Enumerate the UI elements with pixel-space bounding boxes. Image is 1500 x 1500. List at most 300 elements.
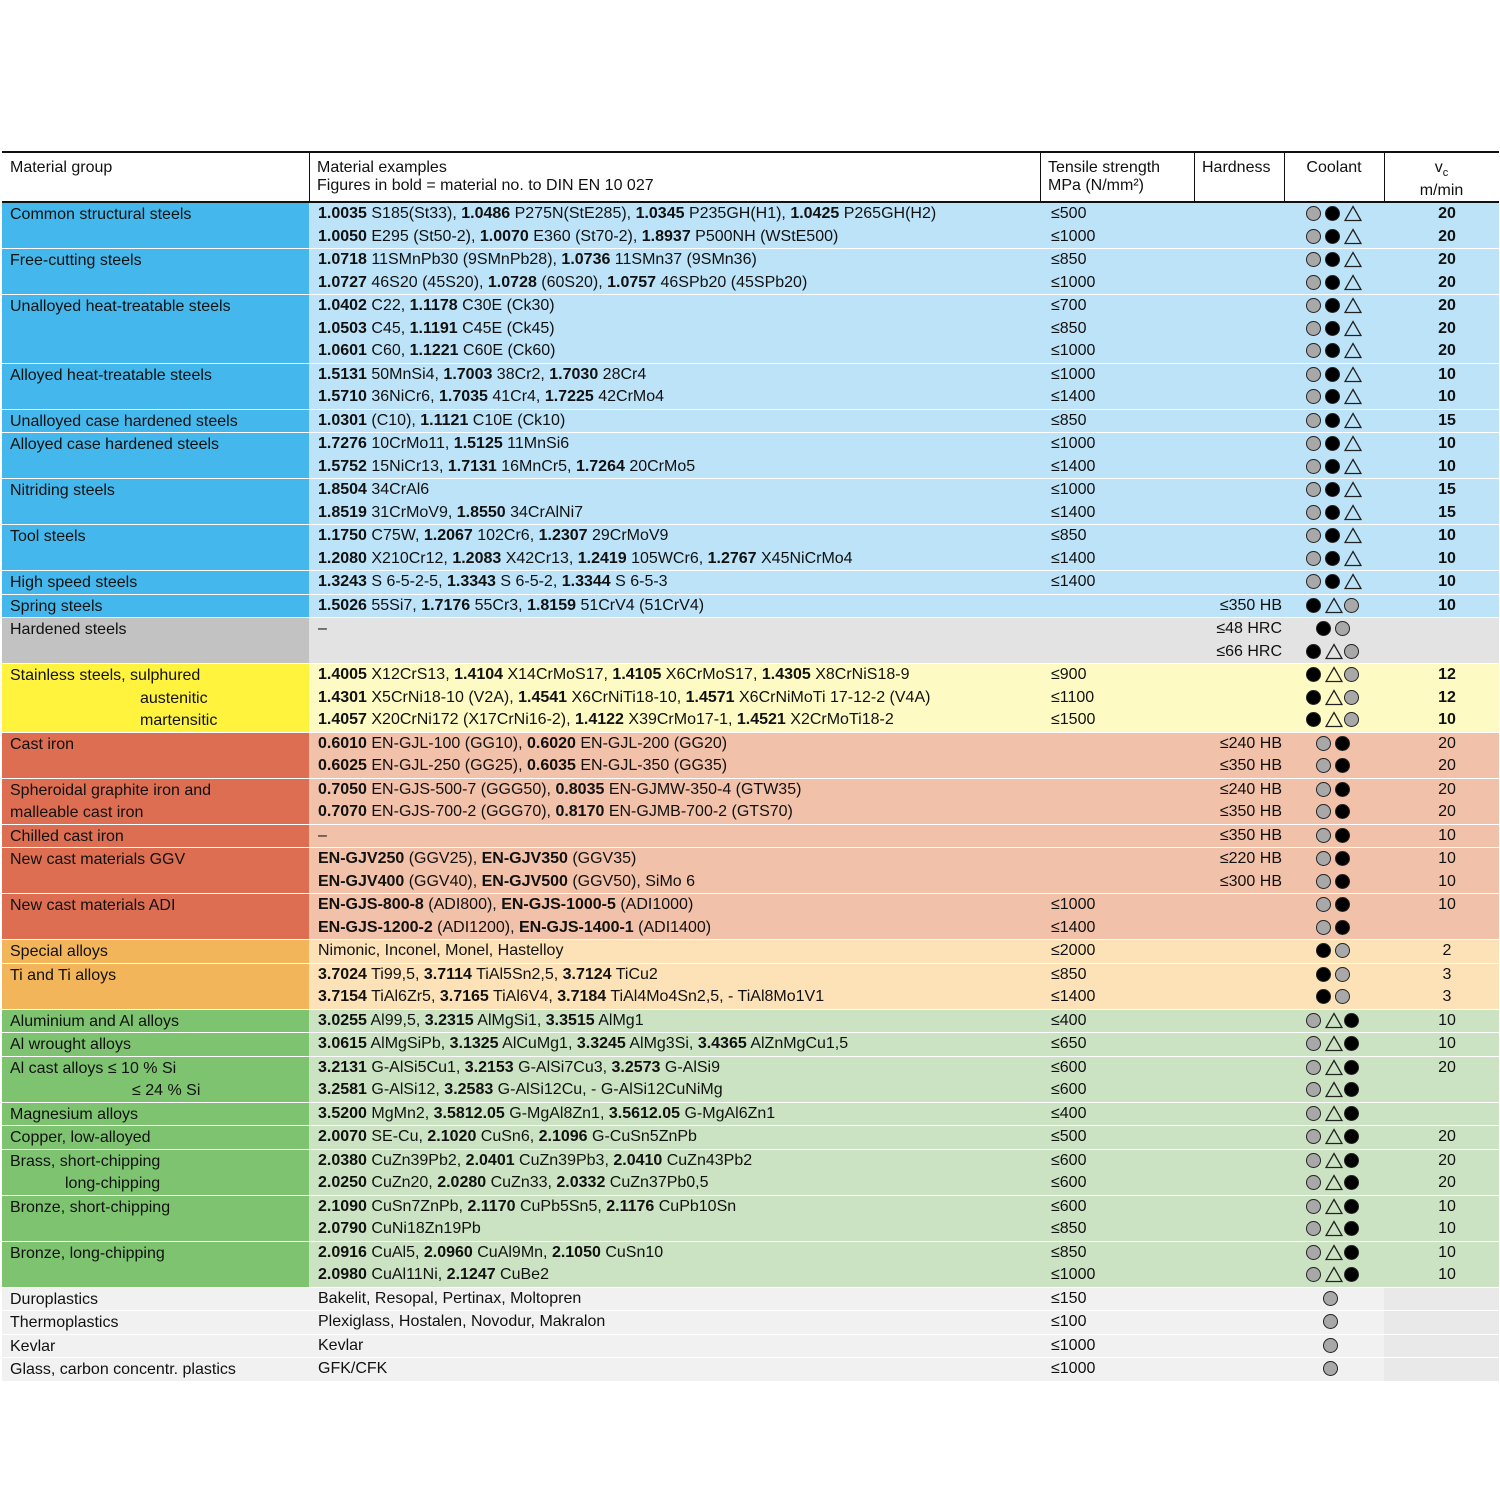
cutting-speed: 20	[1438, 205, 1456, 222]
tensile-strength: ≤1400	[1051, 503, 1096, 521]
material-name: E295 (St50-2),	[366, 227, 480, 245]
table-row	[309, 249, 1499, 272]
hardness: ≤240 HB	[1219, 780, 1282, 798]
grey-circle-icon	[1306, 1013, 1321, 1028]
group-rows	[309, 779, 1499, 824]
material-number: 1.8550	[456, 503, 506, 521]
material-examples	[318, 203, 936, 226]
table-body	[2, 203, 1499, 1381]
material-name: AlZnMgCu1,5	[746, 1035, 849, 1052]
material-table	[2, 151, 1499, 1381]
header-vc: $v_c$ m/min	[1419, 159, 1464, 200]
material-examples	[318, 894, 693, 917]
material-number: 3.7114	[423, 965, 472, 983]
group-rows	[309, 940, 1499, 963]
material-name: 36NiCr6,	[366, 388, 439, 405]
coolant-symbols	[1304, 433, 1366, 455]
material-number: 3.5812.05	[433, 1104, 505, 1122]
table-row	[309, 1126, 1499, 1149]
group-label-line: High speed steels	[10, 574, 138, 591]
vc-blank	[1384, 1288, 1499, 1311]
coolant-symbols	[1304, 1264, 1366, 1286]
triangle-icon	[1344, 388, 1362, 405]
triangle-icon	[1344, 435, 1362, 452]
group-label-line: Kevlar	[10, 1337, 56, 1355]
black-circle-icon	[1335, 828, 1350, 843]
material-name: 46S20 (45S20),	[366, 273, 488, 291]
coolant-symbols	[1304, 1150, 1366, 1172]
material-number: 1.5026	[318, 596, 367, 614]
material-number: 1.5752	[318, 457, 367, 475]
material-number: 1.2767	[707, 549, 757, 567]
material-examples	[318, 249, 757, 272]
table-row	[309, 733, 1499, 756]
material-name: G-CuSn5ZnPb	[587, 1128, 697, 1145]
material-name: X6CrMoS17,	[661, 666, 762, 683]
material-name: C75W,	[366, 527, 424, 544]
grey-circle-icon	[1306, 1129, 1321, 1144]
tensile-strength: ≤1000	[1051, 273, 1096, 291]
material-name: CuSn7ZnPb,	[366, 1197, 468, 1215]
table-row	[309, 295, 1499, 318]
material-name: C45,	[366, 319, 410, 337]
material-group	[2, 594, 1499, 618]
coolant-symbols	[1304, 456, 1366, 478]
material-name: (ADI1200),	[432, 918, 519, 936]
material-number: 3.0255	[318, 1011, 367, 1029]
table-row	[309, 1358, 1499, 1381]
material-name: G-AlSi5Cu1,	[366, 1058, 465, 1076]
material-number: 3.2581	[318, 1081, 367, 1098]
cutting-speed: 10	[1438, 388, 1456, 405]
material-name: CuPb5Sn5,	[515, 1197, 607, 1215]
material-name: AlMgSi1,	[473, 1011, 546, 1029]
material-number: 2.0332	[556, 1174, 606, 1191]
coolant-symbols	[1304, 340, 1366, 362]
table-row	[309, 502, 1499, 525]
triangle-icon	[1325, 1081, 1343, 1098]
coolant-symbols	[1304, 595, 1366, 617]
table-row	[309, 687, 1499, 710]
triangle-icon	[1344, 297, 1362, 314]
material-number: 1.4301	[318, 688, 367, 706]
material-name: 11MnSi6	[502, 435, 570, 452]
material-name: C22,	[366, 297, 410, 314]
material-name: S185(St33),	[366, 205, 462, 222]
group-label-line: Al cast alloys ≤ 10 % Si	[10, 1059, 177, 1077]
group-label	[2, 1057, 309, 1102]
material-number: 1.0070	[479, 227, 529, 245]
material-number: 3.5200	[318, 1104, 367, 1122]
material-name: C45E (Ck45)	[457, 319, 555, 337]
group-rows	[309, 525, 1499, 570]
material-number: 1.4305	[761, 666, 811, 683]
cutting-speed: 20	[1438, 1174, 1456, 1191]
coolant-symbols	[1304, 825, 1366, 847]
cutting-speed: 20	[1438, 342, 1456, 359]
group-rows	[309, 618, 1499, 663]
grey-circle-icon	[1306, 275, 1321, 290]
material-number: 1.3343	[446, 573, 496, 590]
group-rows	[309, 825, 1499, 848]
material-name: (60S20),	[536, 273, 608, 291]
coolant-symbols	[1304, 1335, 1366, 1357]
material-number: 3.5612.05	[608, 1104, 681, 1122]
grey-circle-icon	[1323, 1361, 1338, 1376]
group-rows	[309, 1358, 1499, 1381]
grey-circle-icon	[1344, 690, 1359, 705]
cutting-speed: 10	[1438, 872, 1456, 890]
group-label	[2, 479, 309, 524]
group-rows	[309, 479, 1499, 524]
material-number: 2.1170	[467, 1197, 516, 1215]
group-label-line: long-chipping	[65, 1175, 161, 1192]
material-name: CuAl9Mn,	[472, 1243, 552, 1261]
material-examples	[318, 340, 555, 363]
material-name: X5CrNi18-10 (V2A),	[366, 688, 519, 706]
black-circle-icon	[1306, 644, 1321, 659]
material-number: EN-GJS-1400-1	[518, 918, 634, 936]
material-number: 2.0980	[318, 1266, 367, 1283]
black-circle-icon	[1325, 505, 1340, 520]
material-number: 3.7124	[562, 965, 612, 983]
grey-circle-icon	[1316, 782, 1331, 797]
material-number: 1.0718	[318, 251, 367, 268]
coolant-symbols	[1304, 226, 1366, 248]
tensile-strength: ≤600	[1051, 1058, 1087, 1076]
vc-blank	[1384, 1311, 1499, 1334]
table-row	[309, 871, 1499, 894]
group-label	[2, 249, 309, 294]
triangle-icon	[1344, 320, 1362, 337]
hardness: ≤48 HRC	[1216, 620, 1282, 637]
material-examples	[318, 801, 793, 824]
group-rows	[309, 571, 1499, 594]
material-examples	[318, 1079, 723, 1102]
table-row	[309, 801, 1499, 824]
cutting-speed: 10	[1438, 457, 1456, 475]
grey-circle-icon	[1323, 1291, 1338, 1306]
tensile-strength: ≤2000	[1051, 942, 1096, 959]
cutting-speed: 20	[1438, 297, 1456, 314]
material-examples	[318, 571, 668, 594]
material-number: 2.0960	[423, 1243, 473, 1261]
black-circle-icon	[1306, 667, 1321, 682]
tensile-strength: ≤850	[1051, 1220, 1087, 1237]
table-row	[309, 1079, 1499, 1102]
group-label	[2, 618, 309, 663]
coolant-symbols	[1304, 1218, 1366, 1240]
material-name: CuZn20,	[366, 1174, 438, 1191]
triangle-icon	[1325, 643, 1343, 660]
coolant-symbols	[1304, 964, 1366, 986]
tensile-strength: ≤500	[1051, 1128, 1087, 1145]
black-circle-icon	[1325, 229, 1340, 244]
group-label	[2, 1288, 309, 1311]
group-rows	[309, 1010, 1499, 1033]
group-label-line: Spring steels	[10, 597, 103, 615]
material-examples	[318, 1218, 481, 1241]
coolant-symbols	[1304, 249, 1366, 271]
cutting-speed: 20	[1438, 227, 1456, 245]
material-examples	[318, 1033, 848, 1056]
triangle-icon	[1325, 597, 1343, 614]
group-label	[2, 1033, 309, 1056]
material-examples	[318, 871, 695, 894]
hardness: ≤240 HB	[1219, 734, 1282, 752]
material-number: 1.5131	[318, 365, 367, 383]
triangle-icon	[1325, 1198, 1343, 1215]
grey-circle-icon	[1344, 598, 1359, 613]
material-name: –	[318, 620, 327, 637]
group-rows	[309, 733, 1499, 778]
coolant-symbols	[1304, 664, 1366, 686]
table-row	[309, 456, 1499, 479]
cutting-speed: 2	[1442, 942, 1452, 959]
group-label-line: Glass, carbon concentr. plastics	[10, 1361, 236, 1378]
coolant-symbols	[1304, 733, 1366, 755]
grey-circle-icon	[1306, 252, 1321, 267]
grey-circle-icon	[1323, 1338, 1338, 1353]
coolant-symbols	[1304, 618, 1366, 640]
material-name: C30E (Ck30)	[457, 297, 555, 314]
group-label-line: Alloyed case hardened steels	[10, 436, 220, 453]
material-examples	[318, 940, 563, 963]
material-name: CuSn10	[600, 1243, 664, 1261]
group-label-line: Magnesium alloys	[10, 1105, 139, 1123]
cutting-speed: 20	[1438, 1128, 1456, 1145]
material-name: CuZn33,	[486, 1174, 557, 1191]
tensile-strength: ≤100	[1051, 1313, 1087, 1330]
tensile-strength: ≤1400	[1051, 918, 1096, 936]
material-name: E360 (St70-2),	[528, 227, 642, 245]
black-circle-icon	[1325, 367, 1340, 382]
material-number: 1.8159	[527, 596, 576, 614]
table-row	[309, 940, 1499, 963]
black-circle-icon	[1335, 804, 1350, 819]
tensile-strength: ≤850	[1051, 319, 1087, 337]
material-number: 2.0380	[318, 1151, 367, 1169]
material-examples	[318, 825, 327, 848]
table-row	[309, 386, 1499, 409]
material-name: 46SPb20 (45SPb20)	[656, 273, 808, 291]
black-circle-icon	[1335, 920, 1350, 935]
material-name: X45NiCrMo4	[756, 549, 853, 567]
material-name: 31CrMoV9,	[366, 503, 457, 521]
material-name: (GGV50), SiMo 6	[567, 872, 696, 890]
material-examples	[318, 1103, 775, 1126]
group-rows	[309, 364, 1499, 409]
tensile-strength: ≤1000	[1051, 342, 1096, 359]
material-number: 3.2583	[444, 1081, 494, 1098]
tensile-strength: ≤850	[1051, 527, 1087, 544]
material-group	[2, 847, 1499, 893]
tensile-strength: ≤1100	[1051, 688, 1095, 706]
material-number: 2.1247	[446, 1266, 496, 1283]
grey-circle-icon	[1306, 1153, 1321, 1168]
material-group	[2, 570, 1499, 594]
triangle-icon	[1325, 1035, 1343, 1052]
group-label	[2, 1335, 309, 1358]
material-examples	[318, 479, 429, 502]
hardness: ≤350 HB	[1219, 757, 1282, 774]
table-row	[309, 1150, 1499, 1173]
material-name: G-AlSi12,	[366, 1081, 445, 1098]
material-examples	[318, 848, 636, 871]
material-name: S 6-5-2-5,	[366, 573, 447, 590]
tensile-strength: ≤1000	[1051, 1266, 1096, 1283]
material-group	[2, 248, 1499, 294]
cutting-speed: 10	[1438, 365, 1456, 383]
material-name: GFK/CFK	[318, 1360, 388, 1377]
group-label-line: Alloyed heat-treatable steels	[10, 366, 212, 384]
group-label-line: Unalloyed heat-treatable steels	[10, 298, 231, 315]
material-number: 2.0250	[318, 1174, 367, 1191]
material-group	[2, 1032, 1499, 1056]
table-row	[309, 548, 1499, 571]
group-label-line: Spheroidal graphite iron and	[10, 781, 212, 799]
material-number: 3.1325	[449, 1035, 499, 1052]
material-group	[2, 1357, 1499, 1381]
cutting-speed: 12	[1438, 666, 1456, 683]
coolant-symbols	[1304, 502, 1366, 524]
material-name: 55Si7,	[366, 596, 422, 614]
material-examples	[318, 364, 646, 387]
cutting-speed: 20	[1438, 319, 1456, 337]
coolant-symbols	[1304, 917, 1366, 939]
material-name: 34CrAlNi7	[505, 503, 584, 521]
table-row	[309, 1218, 1499, 1241]
group-label	[2, 779, 309, 824]
triangle-icon	[1344, 481, 1362, 498]
material-number: 2.1090	[318, 1197, 367, 1215]
tensile-strength: ≤1000	[1051, 227, 1096, 245]
cutting-speed: 10	[1438, 573, 1456, 590]
group-label-line: Brass, short-chipping	[10, 1152, 161, 1170]
grey-circle-icon	[1306, 505, 1321, 520]
group-label	[2, 364, 309, 409]
material-name: Ti99,5,	[366, 965, 424, 983]
material-examples	[318, 433, 569, 456]
material-name: 38Cr2,	[492, 365, 550, 383]
black-circle-icon	[1335, 758, 1350, 773]
material-name: EN-GJS-500-7 (GGG50),	[366, 780, 556, 798]
tensile-strength: ≤600	[1051, 1197, 1087, 1215]
cutting-speed: 10	[1438, 549, 1456, 567]
material-number: 1.0402	[318, 297, 367, 314]
material-name: MgMn2,	[366, 1104, 434, 1122]
black-circle-icon	[1325, 482, 1340, 497]
group-label	[2, 1196, 309, 1241]
material-number: 0.8035	[555, 780, 605, 798]
grey-circle-icon	[1306, 1245, 1321, 1260]
coolant-symbols	[1304, 1010, 1366, 1032]
cutting-speed: 15	[1438, 503, 1456, 521]
material-group	[2, 1125, 1499, 1149]
grey-circle-icon	[1344, 712, 1359, 727]
group-label-line: Tool steels	[10, 528, 86, 545]
cutting-speed: 20	[1438, 803, 1456, 820]
black-circle-icon	[1306, 690, 1321, 705]
material-number: 1.5125	[453, 435, 503, 452]
material-number: 1.3344	[561, 573, 611, 590]
tensile-strength: ≤400	[1051, 1104, 1087, 1122]
black-circle-icon	[1325, 321, 1340, 336]
coolant-symbols	[1304, 940, 1366, 962]
table-row	[309, 433, 1499, 456]
material-examples	[318, 1358, 387, 1381]
material-examples	[318, 1264, 549, 1287]
black-circle-icon	[1344, 1129, 1359, 1144]
material-examples	[318, 502, 583, 525]
material-number: 1.0486	[461, 205, 511, 222]
table-row	[309, 986, 1499, 1009]
triangle-icon	[1344, 205, 1362, 222]
material-name: TiAl4Mo4Sn2,5, - TiAl8Mo1V1	[606, 988, 825, 1005]
tensile-strength: ≤1400	[1051, 573, 1096, 590]
material-name: X14CrMoS17,	[503, 666, 613, 683]
group-label	[2, 525, 309, 570]
material-name: X2CrMoTi18-2	[785, 711, 894, 728]
grey-circle-icon	[1306, 551, 1321, 566]
material-examples	[318, 456, 695, 479]
material-number: 2.0410	[613, 1151, 663, 1169]
group-label	[2, 940, 309, 963]
material-number: 2.0916	[318, 1243, 367, 1261]
group-label-line: martensitic	[140, 712, 218, 729]
grey-circle-icon	[1335, 943, 1350, 958]
material-examples	[318, 1311, 605, 1334]
group-label-line: Cast iron	[10, 735, 75, 753]
black-circle-icon	[1325, 206, 1340, 221]
material-name: 42CrMo4	[593, 388, 665, 405]
group-label-line: New cast materials ADI	[10, 897, 176, 914]
black-circle-icon	[1344, 1199, 1359, 1214]
material-number: 3.4365	[697, 1035, 747, 1052]
tensile-strength: ≤850	[1051, 965, 1087, 983]
black-circle-icon	[1335, 897, 1350, 912]
hardness: ≤350 HB	[1219, 803, 1282, 820]
material-number: 0.6020	[526, 734, 576, 752]
coolant-symbols	[1304, 709, 1366, 731]
material-examples	[318, 1196, 736, 1219]
material-name: Plexiglass, Hostalen, Novodur, Makralon	[318, 1313, 606, 1330]
material-group	[2, 963, 1499, 1009]
material-number: 1.8504	[318, 481, 367, 498]
material-number: 1.0050	[318, 227, 367, 245]
material-examples	[318, 548, 853, 571]
cutting-speed: 10	[1438, 596, 1456, 614]
black-circle-icon	[1316, 967, 1331, 982]
material-name: –	[318, 826, 327, 844]
tensile-strength: ≤400	[1051, 1011, 1087, 1029]
material-name: C60,	[366, 342, 410, 359]
material-number: 1.4104	[454, 666, 504, 683]
table-row	[309, 525, 1499, 548]
grey-circle-icon	[1306, 229, 1321, 244]
table-row	[309, 964, 1499, 987]
material-name: (GGV40),	[404, 872, 482, 890]
grey-circle-icon	[1306, 298, 1321, 313]
material-number: 1.4541	[518, 688, 568, 706]
table-row	[309, 1242, 1499, 1265]
material-name: (ADI1000)	[615, 896, 694, 913]
group-rows	[309, 894, 1499, 939]
grey-circle-icon	[1335, 967, 1350, 982]
material-number: 1.5710	[318, 388, 367, 405]
cutting-speed: 15	[1438, 411, 1456, 429]
material-name: 55Cr3,	[470, 596, 528, 614]
